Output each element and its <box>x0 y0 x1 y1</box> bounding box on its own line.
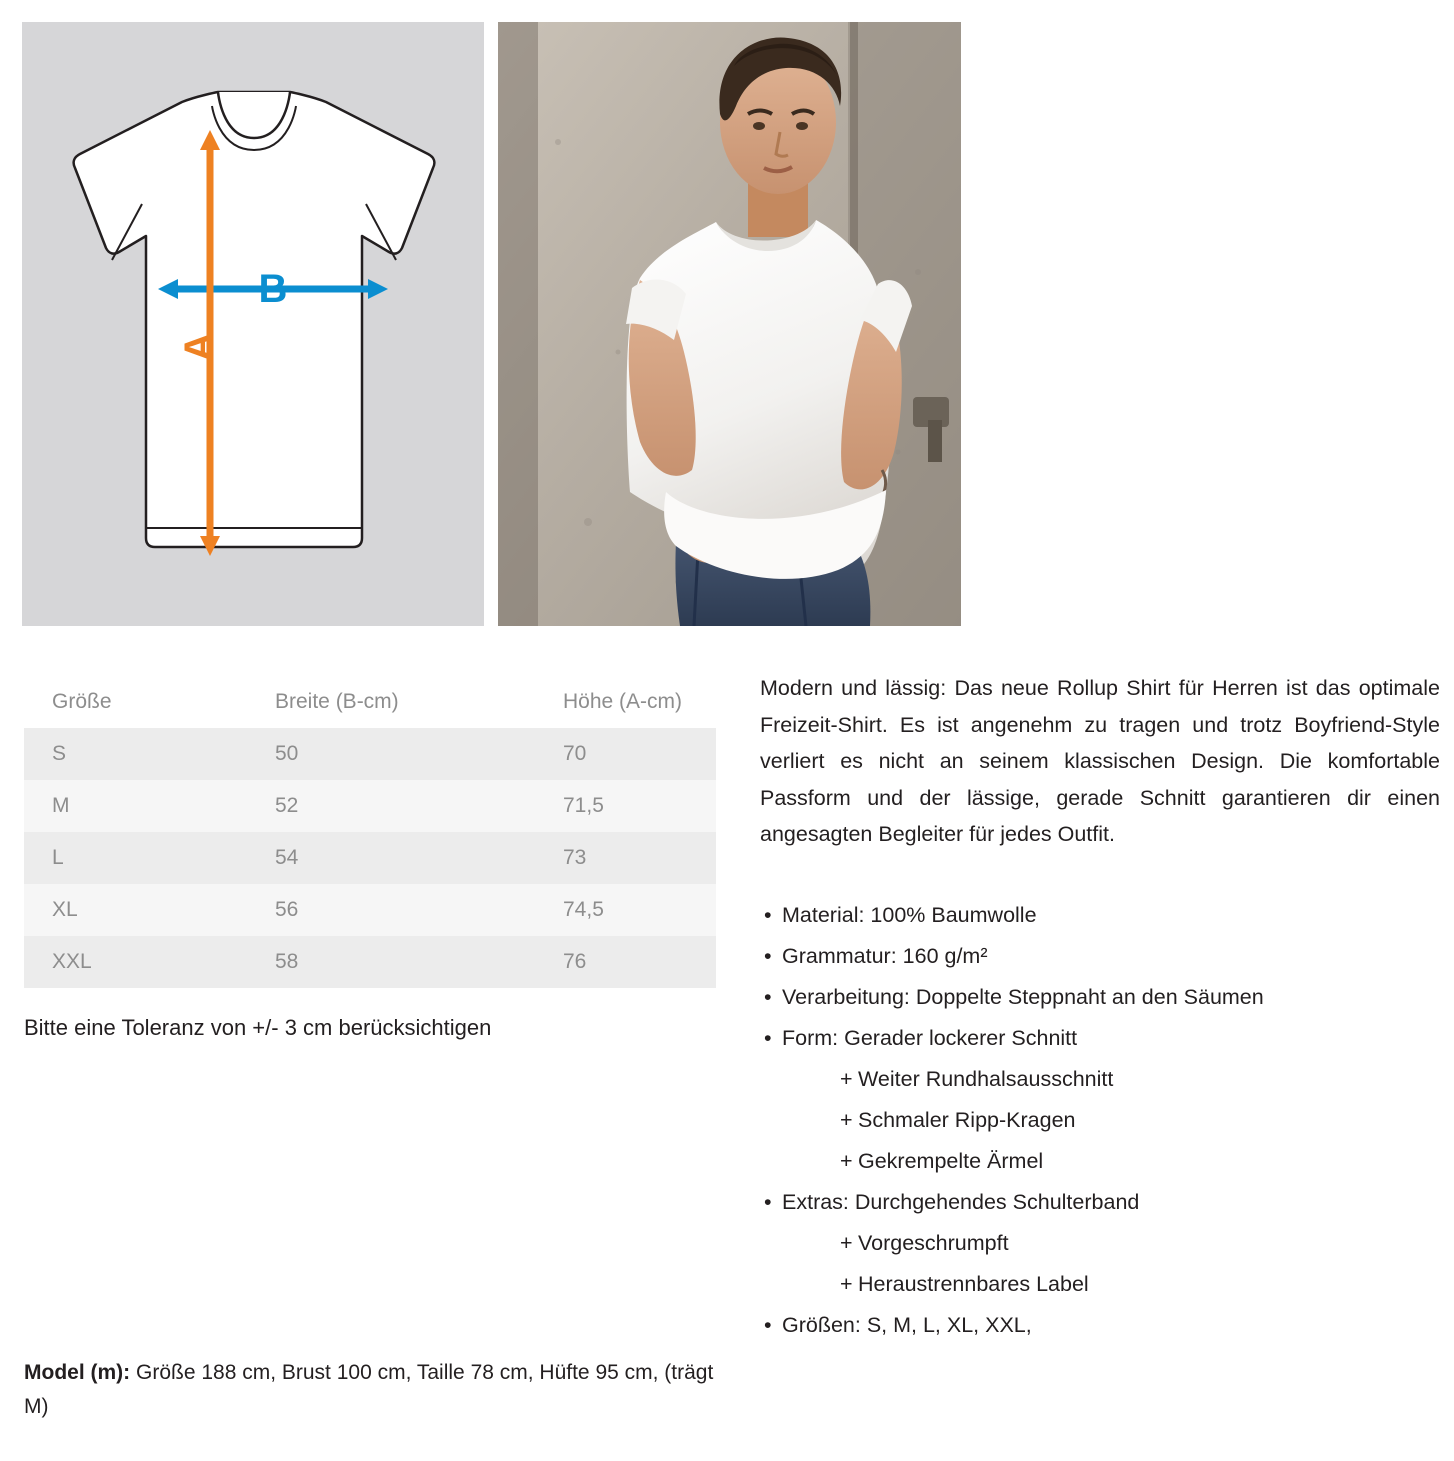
spec-subitem: + Gekrempelte Ärmel <box>760 1141 1440 1182</box>
spec-item: • Form: Gerader lockerer Schnitt <box>760 1018 1440 1059</box>
column-header-size: Größe <box>52 690 112 713</box>
table-row <box>24 936 716 988</box>
size-diagram-panel <box>22 22 484 626</box>
model-note-label: Model (m): <box>24 1361 131 1384</box>
tolerance-note: Bitte eine Toleranz von +/- 3 cm berücksichtigen <box>24 1015 492 1040</box>
column-header-width: Breite (B-cm) <box>275 690 399 713</box>
column-header-height: Höhe (A-cm) <box>563 690 683 713</box>
size-table <box>24 676 716 988</box>
spec-subitem: + Weiter Rundhalsausschnitt <box>760 1059 1440 1100</box>
table-row <box>24 728 716 780</box>
description-paragraph: Modern und lässig: Das neue Rollup Shirt für Herren ist das optimale Freizeit-Shirt. Es ist angenehm zu tragen und trotz Boyfriend-Style verliert es nicht an seinem klassischen Design. Die komfortable Passform und der lässige, gerade Schnitt garantieren dir einen angesagten Begleiter für jedes Outfit. <box>760 676 1440 846</box>
cell-width: 50 <box>275 742 299 765</box>
tshirt-diagram-icon <box>22 22 484 626</box>
cell-size: L <box>52 846 64 869</box>
table-row <box>24 884 716 936</box>
spec-item: • Extras: Durchgehendes Schulterband <box>760 1182 1440 1223</box>
cell-width: 52 <box>275 794 299 817</box>
cell-size: XXL <box>52 950 92 973</box>
spec-subitem: + Heraustrennbares Label <box>760 1264 1440 1305</box>
model-note-text: Größe 188 cm, Brust 100 cm, Taille 78 cm, Hüfte 95 cm, (trägt M) <box>24 1361 714 1418</box>
cell-width: 54 <box>275 846 299 869</box>
table-header-row <box>24 676 716 728</box>
spec-item: • Grammatur: 160 g/m² <box>760 936 1440 977</box>
spec-subitem: + Vorgeschrumpft <box>760 1223 1440 1264</box>
spec-subitem: + Schmaler Ripp-Kragen <box>760 1100 1440 1141</box>
cell-size: S <box>52 742 67 765</box>
spec-list <box>760 895 1440 1346</box>
cell-height: 70 <box>563 742 587 765</box>
cell-width: 58 <box>275 950 299 973</box>
table-row <box>24 832 716 884</box>
cell-height: 74,5 <box>563 898 604 921</box>
cell-height: 76 <box>563 950 587 973</box>
model-photo <box>498 22 961 626</box>
width-label: B <box>258 267 288 311</box>
model-note <box>24 1356 739 1424</box>
cell-width: 56 <box>275 898 299 921</box>
table-row <box>24 780 716 832</box>
cell-height: 73 <box>563 846 587 869</box>
cell-size: XL <box>52 898 78 921</box>
spec-item: • Verarbeitung: Doppelte Steppnaht an den Säumen <box>760 977 1440 1018</box>
spec-item: • Größen: S, M, L, XL, XXL, <box>760 1305 1440 1346</box>
cell-height: 71,5 <box>563 794 604 817</box>
height-label: A <box>177 332 221 362</box>
cell-size: M <box>52 794 70 817</box>
media-row <box>0 0 1454 650</box>
description-column <box>760 670 1440 1346</box>
spec-item: • Material: 100% Baumwolle <box>760 895 1440 936</box>
